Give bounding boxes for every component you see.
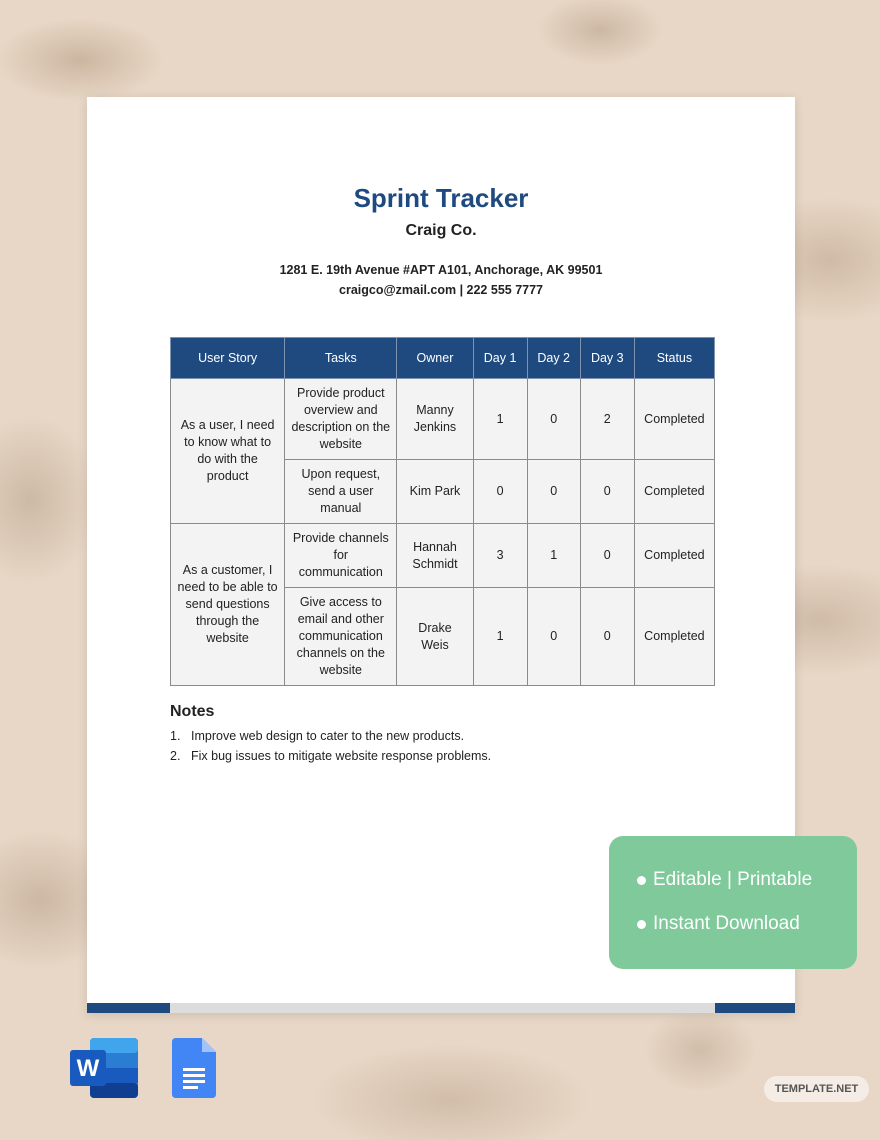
day-3-cell: 2 <box>580 379 634 460</box>
page-footer-bar <box>87 1003 795 1013</box>
task-cell: Provide product overview and description on the website <box>285 379 397 460</box>
badge-text: Editable | Printable <box>653 869 813 890</box>
status-cell: Completed <box>634 460 714 524</box>
table-row <box>171 379 715 460</box>
word-icon[interactable] <box>70 1038 138 1098</box>
list-item <box>170 749 491 769</box>
company-name: Craig Co. <box>405 222 477 239</box>
bullet-icon <box>637 876 646 885</box>
owner-cell: Manny Jenkins <box>397 379 473 460</box>
badge-line-editable <box>637 869 812 891</box>
badge-text: Instant Download <box>653 913 800 934</box>
status-cell: Completed <box>634 588 714 686</box>
header-day-2: Day 2 <box>527 338 580 379</box>
brand-watermark: TEMPLATE.NET <box>764 1076 869 1102</box>
footer-accent-left <box>87 1003 170 1013</box>
footer-accent-right <box>715 1003 795 1013</box>
header-status: Status <box>634 338 714 379</box>
owner-cell: Kim Park <box>397 460 473 524</box>
day-2-cell: 0 <box>527 588 580 686</box>
owner-cell: Drake Weis <box>397 588 473 686</box>
list-item-text: Fix bug issues to mitigate website response problems. <box>191 748 492 763</box>
table-row <box>171 524 715 588</box>
header-day-1: Day 1 <box>473 338 527 379</box>
list-item-number: 2. <box>170 748 181 763</box>
sprint-table <box>170 337 715 686</box>
list-item-number: 1. <box>170 729 181 743</box>
owner-cell: Hannah Schmidt <box>397 524 473 588</box>
features-badge <box>609 836 857 969</box>
header-tasks: Tasks <box>285 338 397 379</box>
header-day-3: Day 3 <box>580 338 634 379</box>
bullet-icon <box>637 920 646 929</box>
list-item <box>170 729 491 749</box>
status-cell: Completed <box>634 524 714 588</box>
word-icon-letter: W <box>76 1055 100 1082</box>
company-contact: craigco@zmail.com | 222 555 7777 <box>339 283 543 297</box>
day-1-cell: 3 <box>473 524 527 588</box>
list-item-text: Improve web design to cater to the new products. <box>191 729 465 743</box>
day-1-cell: 1 <box>473 379 527 460</box>
user-story-cell: As a user, I need to know what to do with the product <box>171 379 285 524</box>
header-owner: Owner <box>397 338 473 379</box>
google-docs-icon[interactable] <box>172 1038 216 1098</box>
day-3-cell: 0 <box>580 588 634 686</box>
notes-heading: Notes <box>170 703 215 720</box>
user-story-cell: As a customer, I need to be able to send questions through the website <box>171 524 285 686</box>
document-title: Sprint Tracker <box>353 183 529 213</box>
day-2-cell: 1 <box>527 524 580 588</box>
task-cell: Upon request, send a user manual <box>285 460 397 524</box>
day-1-cell: 0 <box>473 460 527 524</box>
day-3-cell: 0 <box>580 460 634 524</box>
task-cell: Give access to email and other communication channels on the website <box>285 588 397 686</box>
day-3-cell: 0 <box>580 524 634 588</box>
table-header-row <box>171 338 715 379</box>
day-2-cell: 0 <box>527 379 580 460</box>
day-2-cell: 0 <box>527 460 580 524</box>
notes-list <box>170 729 491 768</box>
task-cell: Provide channels for communication <box>285 524 397 588</box>
day-1-cell: 1 <box>473 588 527 686</box>
header-user-story: User Story <box>171 338 285 379</box>
company-address: 1281 E. 19th Avenue #APT A101, Anchorage, AK 99501 <box>279 263 603 277</box>
status-cell: Completed <box>634 379 714 460</box>
badge-line-download <box>637 913 800 935</box>
